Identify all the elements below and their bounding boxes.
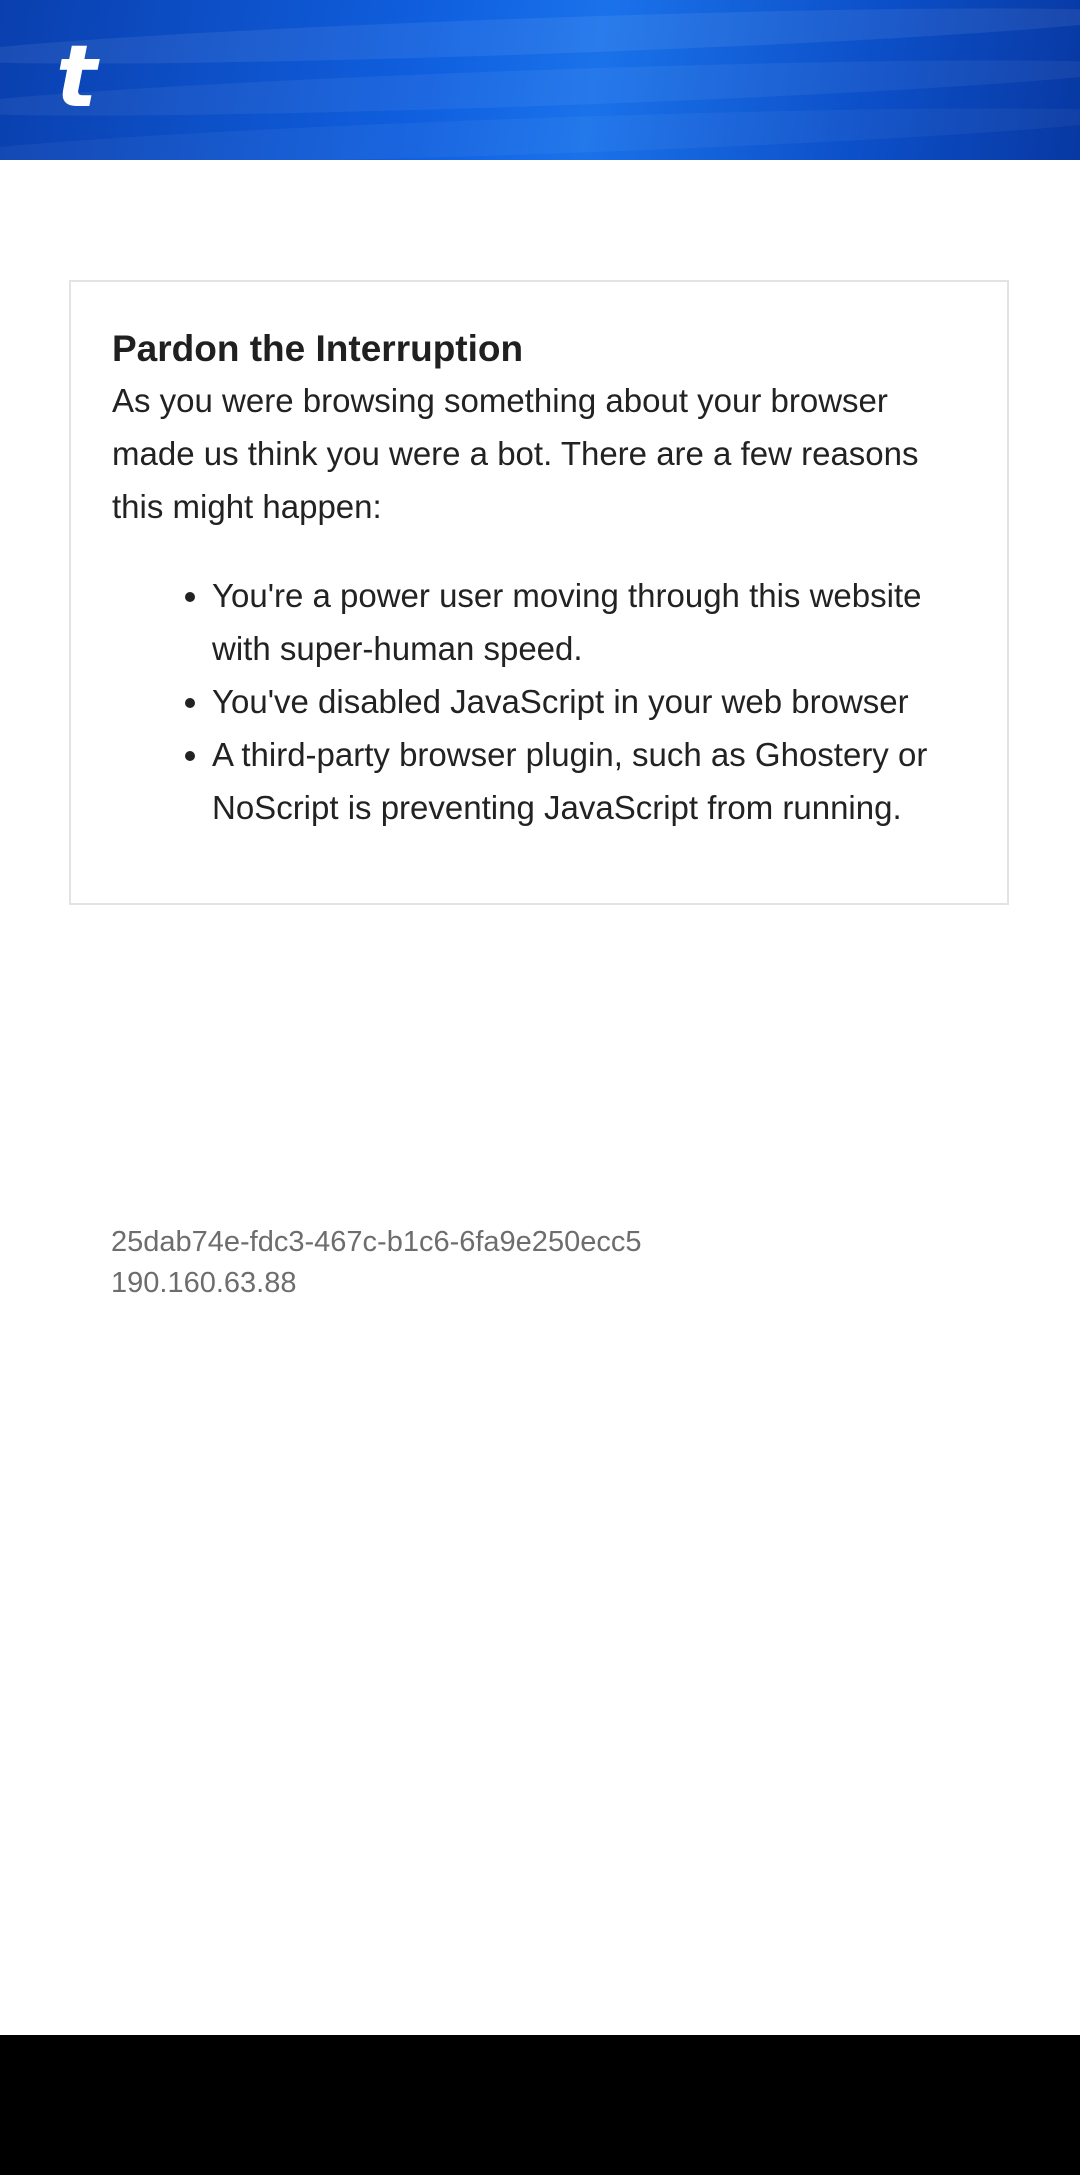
ip-address: 190.160.63.88	[111, 1267, 297, 1299]
reasons-list	[112, 569, 967, 834]
system-navigation-bar	[0, 2035, 1080, 2175]
notice-intro: As you were browsing something about your browser made us think you were a bot. There are a few reasons this might happen:	[112, 382, 919, 525]
notice-title: Pardon the Interruption	[112, 328, 524, 369]
interruption-notice-card	[69, 280, 1009, 905]
request-id: 25dab74e-fdc3-467c-b1c6-6fa9e250ecc5	[111, 1226, 642, 1258]
header-banner	[0, 0, 1080, 160]
list-item: • You've disabled JavaScript in your web browser	[212, 675, 967, 728]
site-logo[interactable]: t	[56, 27, 98, 127]
request-meta	[111, 1222, 641, 1304]
list-item: • You're a power user moving through this website with super-human speed.	[212, 569, 967, 675]
list-item: • A third-party browser plugin, such as Ghostery or NoScript is preventing JavaScript from running.	[212, 728, 967, 834]
